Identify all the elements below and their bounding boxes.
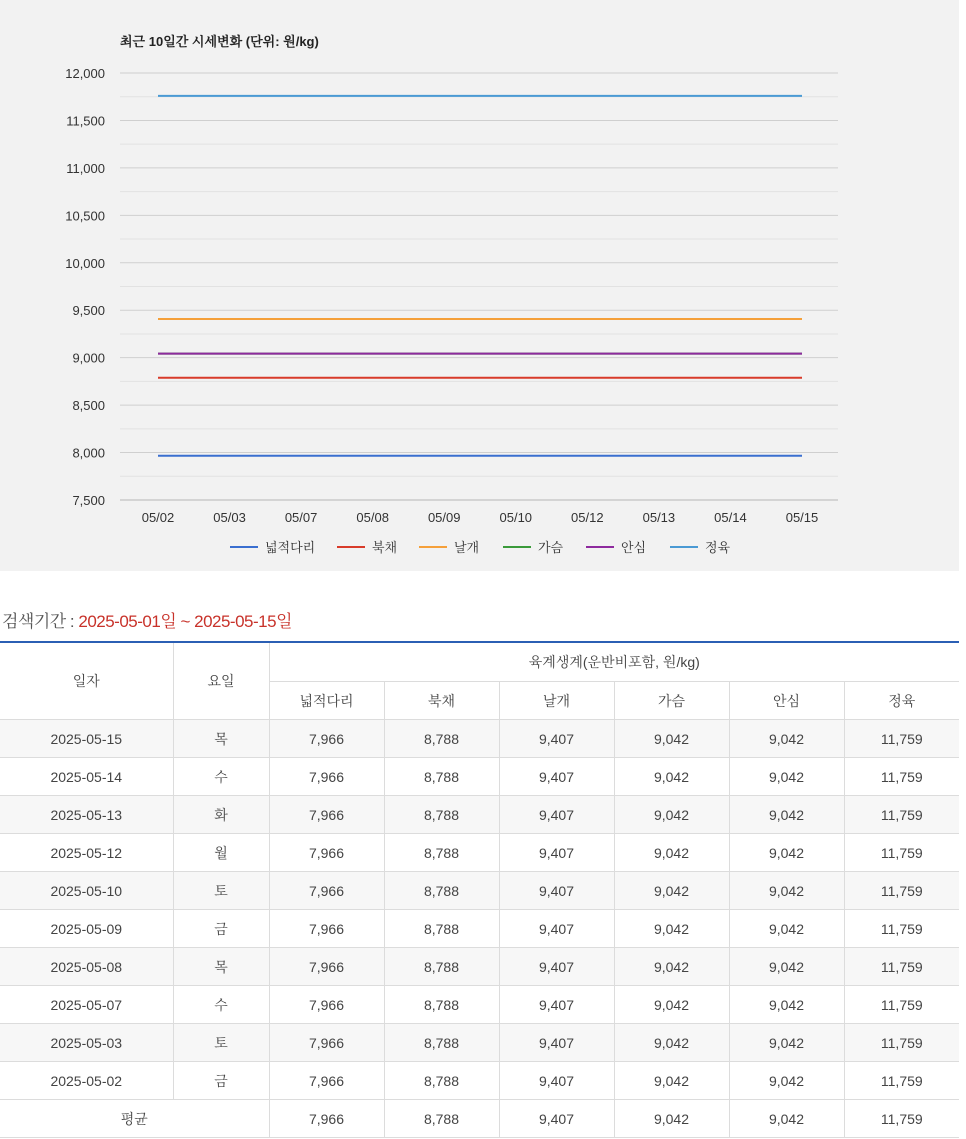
x-tick-label: 05/03 [213, 510, 246, 525]
price-line-chart [0, 0, 959, 571]
legend-label: 정육 [705, 540, 731, 555]
chart-legend [230, 540, 731, 555]
cell-price: 8,788 [384, 910, 499, 948]
table-row [0, 948, 959, 986]
cell-day: 토 [173, 872, 269, 910]
cell-price: 8,788 [384, 872, 499, 910]
y-tick-label: 12,000 [65, 66, 105, 81]
cell-price: 7,966 [269, 758, 384, 796]
table-row [0, 1024, 959, 1062]
cell-price: 7,966 [269, 872, 384, 910]
header-day: 요일 [173, 642, 269, 720]
x-tick-label: 05/02 [141, 510, 175, 525]
table-row [0, 872, 959, 910]
table-row [0, 758, 959, 796]
cell-price: 9,042 [729, 796, 844, 834]
y-tick-label: 8,500 [72, 398, 105, 414]
y-tick-label: 10,500 [65, 208, 105, 224]
legend-label: 안심 [621, 540, 647, 555]
table-row [0, 720, 959, 758]
cell-price: 9,407 [499, 1024, 614, 1062]
header-column: 북채 [384, 682, 499, 720]
cell-price: 8,788 [384, 796, 499, 834]
search-period-range: 2025-05-01일 ~ 2025-05-15일 [78, 612, 292, 631]
cell-price: 11,759 [844, 720, 959, 758]
cell-price: 8,788 [384, 948, 499, 986]
header-column: 날개 [499, 682, 614, 720]
cell-price: 9,042 [729, 910, 844, 948]
cell-day: 목 [173, 720, 269, 758]
cell-price: 9,407 [499, 910, 614, 948]
cell-price: 7,966 [269, 1024, 384, 1062]
cell-price: 9,042 [614, 720, 729, 758]
cell-day: 월 [173, 834, 269, 872]
table-row [0, 1062, 959, 1100]
legend-label: 북채 [372, 540, 398, 555]
x-tick-label: 05/10 [499, 510, 533, 525]
cell-price: 11,759 [844, 758, 959, 796]
cell-date: 2025-05-13 [0, 796, 173, 834]
cell-price: 9,042 [729, 758, 844, 796]
cell-price: 11,759 [844, 872, 959, 910]
cell-day: 화 [173, 796, 269, 834]
legend-item[interactable] [503, 540, 564, 555]
y-tick-label: 10,000 [65, 255, 105, 271]
x-tick-label: 05/14 [714, 510, 747, 525]
header-column: 안심 [729, 682, 844, 720]
legend-item[interactable] [586, 540, 646, 555]
table-row [0, 986, 959, 1024]
cell-price: 7,966 [269, 720, 384, 758]
cell-date: 2025-05-07 [0, 986, 173, 1024]
x-tick-label: 05/15 [785, 510, 819, 525]
legend-item[interactable] [337, 540, 397, 555]
header-group: 육계생계(운반비포함, 원/kg) [269, 642, 959, 682]
cell-price: 9,042 [614, 834, 729, 872]
table-body [0, 720, 959, 1100]
cell-date: 2025-05-10 [0, 872, 173, 910]
header-column: 넓적다리 [269, 682, 384, 720]
y-tick-label: 7,500 [72, 493, 105, 508]
cell-price: 9,042 [614, 1024, 729, 1062]
x-tick-label: 05/09 [427, 510, 461, 525]
cell-price: 9,407 [499, 1062, 614, 1100]
cell-day: 수 [173, 986, 269, 1024]
cell-date: 2025-05-15 [0, 720, 173, 758]
cell-price: 9,042 [729, 872, 844, 910]
price-chart-panel [0, 0, 959, 571]
cell-price: 8,788 [384, 986, 499, 1024]
legend-item[interactable] [230, 540, 315, 555]
x-tick-label: 05/07 [284, 510, 318, 525]
cell-price: 8,788 [384, 1062, 499, 1100]
average-value: 8,788 [384, 1100, 499, 1138]
average-row [0, 1100, 959, 1138]
cell-price: 7,966 [269, 986, 384, 1024]
cell-price: 7,966 [269, 834, 384, 872]
cell-day: 금 [173, 1062, 269, 1100]
chart-series [158, 96, 802, 456]
x-axis-ticks [142, 510, 819, 525]
cell-price: 8,788 [384, 720, 499, 758]
chart-title: 최근 10일간 시세변화 (단위: 원/kg) [120, 34, 319, 49]
cell-price: 8,788 [384, 758, 499, 796]
y-tick-label: 9,000 [72, 350, 105, 366]
cell-price: 11,759 [844, 834, 959, 872]
table-row [0, 796, 959, 834]
y-tick-label: 8,000 [72, 445, 105, 461]
cell-price: 7,966 [269, 1062, 384, 1100]
cell-price: 9,042 [614, 872, 729, 910]
cell-price: 8,788 [384, 834, 499, 872]
cell-price: 9,042 [614, 1062, 729, 1100]
y-tick-label: 9,500 [72, 303, 105, 319]
cell-price: 11,759 [844, 910, 959, 948]
cell-price: 7,966 [269, 910, 384, 948]
legend-label: 가슴 [538, 540, 564, 555]
y-tick-label: 11,000 [66, 160, 105, 176]
cell-date: 2025-05-02 [0, 1062, 173, 1100]
legend-item[interactable] [419, 540, 479, 555]
cell-price: 11,759 [844, 986, 959, 1024]
average-value: 9,407 [499, 1100, 614, 1138]
x-tick-label: 05/08 [356, 510, 389, 525]
cell-price: 9,407 [499, 986, 614, 1024]
cell-price: 9,042 [614, 986, 729, 1024]
cell-price: 9,042 [729, 834, 844, 872]
cell-price: 11,759 [844, 796, 959, 834]
search-period [2, 607, 292, 632]
cell-price: 9,042 [614, 910, 729, 948]
cell-price: 7,966 [269, 948, 384, 986]
cell-day: 수 [173, 758, 269, 796]
cell-price: 9,407 [499, 948, 614, 986]
header-date: 일자 [0, 642, 173, 720]
cell-price: 9,042 [614, 948, 729, 986]
x-tick-label: 05/13 [642, 510, 676, 525]
cell-price: 9,042 [729, 720, 844, 758]
cell-price: 9,407 [499, 834, 614, 872]
header-column: 정육 [844, 682, 959, 720]
cell-price: 9,407 [499, 796, 614, 834]
average-label: 평균 [0, 1100, 269, 1138]
cell-price: 9,407 [499, 872, 614, 910]
cell-price: 11,759 [844, 1062, 959, 1100]
cell-day: 목 [173, 948, 269, 986]
legend-item[interactable] [670, 540, 731, 555]
y-axis-ticks [65, 66, 105, 508]
cell-price: 11,759 [844, 1024, 959, 1062]
cell-price: 9,042 [729, 1062, 844, 1100]
y-tick-label: 11,500 [66, 113, 105, 129]
cell-price: 9,407 [499, 758, 614, 796]
cell-price: 8,788 [384, 1024, 499, 1062]
cell-date: 2025-05-14 [0, 758, 173, 796]
average-value: 9,042 [729, 1100, 844, 1138]
price-table [0, 641, 959, 1138]
cell-price: 11,759 [844, 948, 959, 986]
cell-price: 9,042 [614, 758, 729, 796]
cell-price: 9,407 [499, 720, 614, 758]
cell-day: 토 [173, 1024, 269, 1062]
table-row [0, 910, 959, 948]
cell-date: 2025-05-12 [0, 834, 173, 872]
cell-day: 금 [173, 910, 269, 948]
cell-date: 2025-05-08 [0, 948, 173, 986]
cell-price: 9,042 [729, 1024, 844, 1062]
average-value: 9,042 [614, 1100, 729, 1138]
legend-label: 넓적다리 [265, 540, 316, 555]
search-period-label: 검색기간 : [2, 612, 79, 631]
x-tick-label: 05/12 [571, 510, 604, 525]
cell-date: 2025-05-03 [0, 1024, 173, 1062]
average-value: 7,966 [269, 1100, 384, 1138]
cell-price: 9,042 [614, 796, 729, 834]
cell-price: 9,042 [729, 986, 844, 1024]
legend-label: 날개 [454, 540, 480, 555]
cell-date: 2025-05-09 [0, 910, 173, 948]
chart-grid [120, 73, 838, 500]
cell-price: 7,966 [269, 796, 384, 834]
table-row [0, 834, 959, 872]
header-column: 가슴 [614, 682, 729, 720]
average-value: 11,759 [844, 1100, 959, 1138]
cell-price: 9,042 [729, 948, 844, 986]
